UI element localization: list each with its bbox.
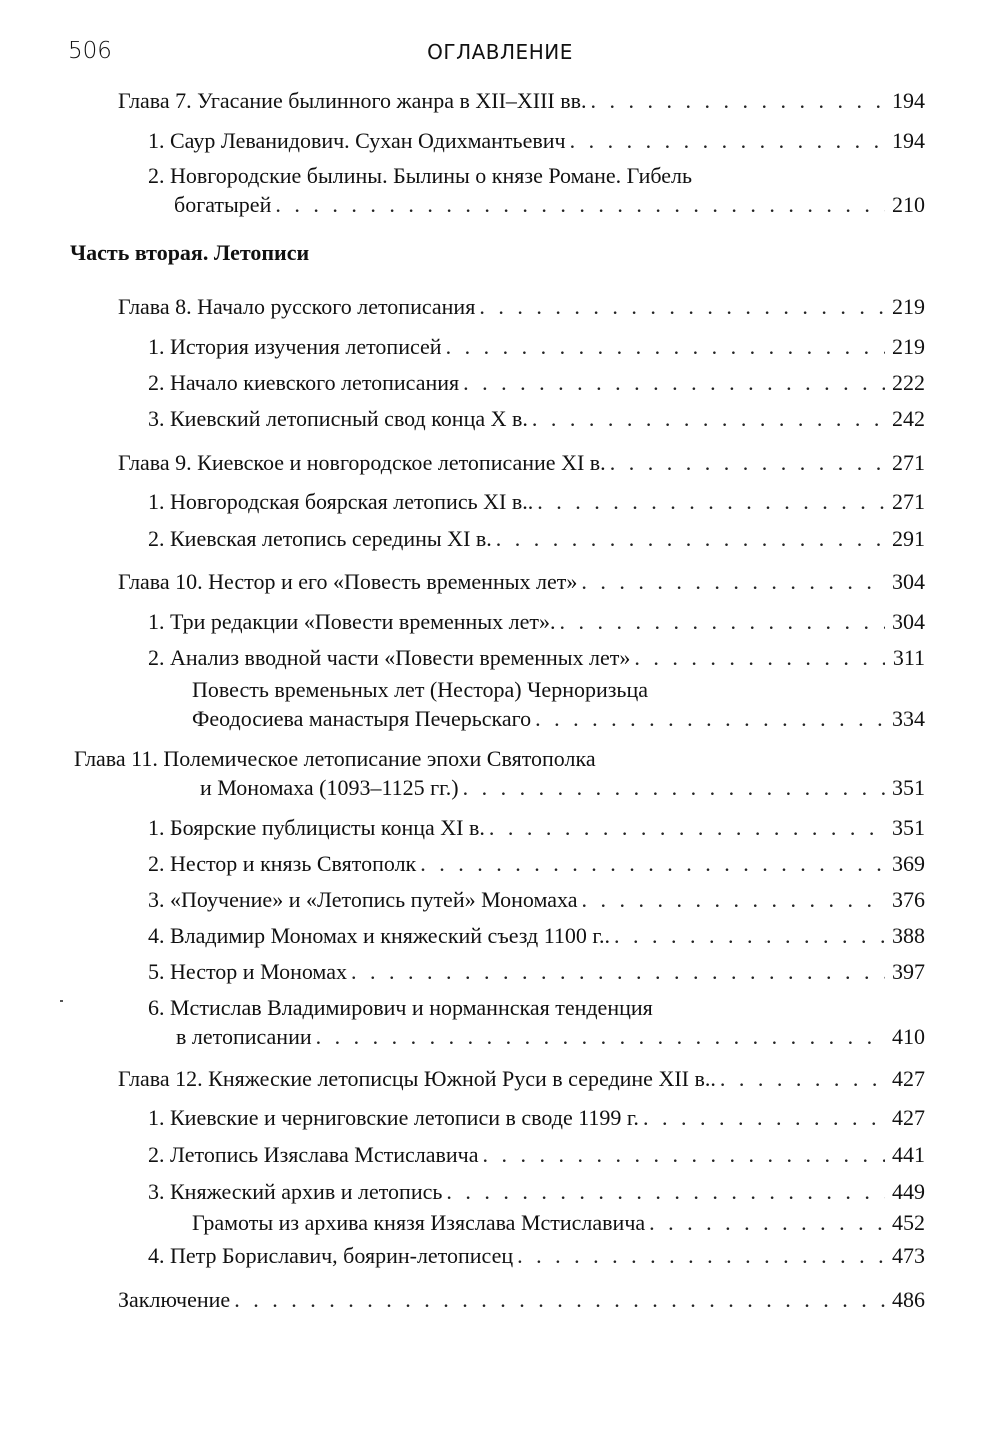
toc-entry-title: 2. Анализ вводной части «Повести временных лет»: [148, 645, 631, 670]
page-number: 506: [68, 38, 112, 64]
toc-entry-ch11-s1: [148, 815, 925, 841]
dot-leader: [351, 959, 885, 985]
print-speck: [60, 1000, 63, 1002]
toc-entry-ch8-s1: [148, 334, 925, 360]
toc-entry-page: 449: [892, 1179, 925, 1204]
toc-entry-title: Феодосиева манастыря Печерьскаго: [192, 706, 532, 731]
toc-entry-page: 222: [892, 370, 925, 395]
dot-leader: [643, 1105, 885, 1131]
toc-entry-title: 1. Три редакции «Повести временных лет».: [148, 609, 556, 634]
toc-entry-title: 1. Боярские публицисты конца XI в.: [148, 815, 485, 840]
running-header: ОГЛАВЛЕНИЕ: [427, 40, 573, 64]
toc-entry-title: 2. Киевская летопись середины XI в.: [148, 526, 492, 551]
dot-leader: [535, 706, 885, 732]
toc-entry-title: 2. Летопись Изяслава Мстиславича: [148, 1142, 479, 1167]
toc-entry-page: 219: [892, 334, 925, 359]
toc-entry-title: 2. Начало киевского летописания: [148, 370, 460, 395]
toc-entry-title: 2. Нестор и князь Святополк: [148, 851, 417, 876]
toc-entry-ch9-s2: [148, 526, 925, 552]
dot-leader: [581, 569, 885, 595]
toc-entry-page: 427: [892, 1105, 925, 1130]
toc-entry-page: 351: [892, 775, 925, 800]
dot-leader: [559, 609, 885, 635]
toc-entry-page: 291: [892, 526, 925, 551]
dot-leader: [581, 887, 885, 913]
dot-leader: [463, 370, 885, 396]
toc-entry-page: 473: [892, 1243, 925, 1268]
toc-entry-ch7-s2-line1: 2. Новгородские былины. Былины о князе Романе. Гибель: [148, 163, 693, 188]
toc-entry-title: 1. Саур Леванидович. Сухан Одихмантьевич: [148, 128, 566, 153]
toc-entry-page: 351: [892, 815, 925, 840]
toc-entry-title: Глава 12. Княжеские летописцы Южной Руси в середине XII в..: [118, 1066, 716, 1091]
toc-entry-title: 5. Нестор и Мономах: [148, 959, 347, 984]
toc-entry-ch12-s2: [148, 1142, 925, 1168]
dot-leader: [532, 406, 885, 432]
toc-entry-ch12-s4: [148, 1243, 925, 1269]
dot-leader: [517, 1243, 885, 1269]
toc-entry-title: Глава 9. Киевское и новгородское летописание XI в.: [118, 450, 606, 475]
toc-entry-page: 210: [892, 192, 925, 217]
toc-entry-title: Грамоты из архива князя Изяслава Мстиславича: [192, 1210, 646, 1235]
toc-entry-conclusion: [118, 1287, 925, 1313]
dot-leader: [634, 645, 885, 671]
toc-entry-title: 3. Киевский летописный свод конца X в.: [148, 406, 528, 431]
part-heading: Часть вторая. Летописи: [70, 240, 310, 265]
toc-entry-page: 452: [892, 1210, 925, 1235]
toc-entry-title: богатырей: [174, 192, 272, 217]
dot-leader: [614, 923, 885, 949]
dot-leader: [489, 815, 885, 841]
toc-entry-title: Заключение: [118, 1287, 231, 1312]
toc-entry-page: 376: [892, 887, 925, 912]
toc-entry-page: 219: [892, 294, 925, 319]
toc-entry-ch10: [118, 569, 925, 595]
toc-entry-title: 3. «Поучение» и «Летопись путей» Мономаха: [148, 887, 578, 912]
toc-entry-title: в летописании: [176, 1024, 312, 1049]
toc-entry-page: 441: [892, 1142, 925, 1167]
toc-entry-title: Глава 7. Угасание былинного жанра в XII–XIII вв.: [118, 88, 587, 113]
toc-entry-title: 1. История изучения летописей: [148, 334, 442, 359]
dot-leader: [316, 1024, 885, 1050]
toc-entry-ch11-s5: [148, 959, 925, 985]
toc-entry-ch12-app: [192, 1210, 925, 1236]
dot-leader: [610, 450, 885, 476]
dot-leader: [446, 1179, 885, 1205]
toc-entry-title: и Мономаха (1093–1125 гг.): [200, 775, 459, 800]
toc-entry-page: 410: [892, 1024, 925, 1049]
toc-entry-title: 1. Киевские и черниговские летописи в своде 1199 г.: [148, 1105, 639, 1130]
toc-entry-ch11-s6: [176, 1024, 925, 1050]
toc-entry-ch12-s3: [148, 1179, 925, 1205]
toc-entry-page: 369: [892, 851, 925, 876]
toc-entry-ch11-line1: Глава 11. Полемическое летописание эпохи Святополка: [74, 746, 596, 771]
toc-entry-page: 397: [892, 959, 925, 984]
dot-leader: [720, 1066, 885, 1092]
toc-entry-ch11-s2: [148, 851, 925, 877]
dot-leader: [463, 775, 885, 801]
toc-entry-page: 486: [892, 1287, 925, 1312]
toc-entry-page: 304: [892, 609, 925, 634]
toc-entry-ch9: [118, 450, 925, 476]
dot-leader: [420, 851, 885, 877]
dot-leader: [275, 192, 885, 218]
toc-entry-page: 271: [892, 489, 925, 514]
toc-entry-page: 271: [892, 450, 925, 475]
toc-entry-page: 311: [892, 645, 925, 670]
toc-entry-ch8-s3: [148, 406, 925, 432]
toc-entry-page: 242: [892, 406, 925, 431]
toc-entry-ch7: [118, 88, 925, 114]
dot-leader: [496, 526, 885, 552]
toc-entry-ch8: [118, 294, 925, 320]
toc-entry-title: Глава 10. Нестор и его «Повесть временных лет»: [118, 569, 578, 594]
dot-leader: [234, 1287, 885, 1313]
toc-entry-ch12-s1: [148, 1105, 925, 1131]
toc-entry-ch10-app-line1: Повесть временьных лет (Нестора) Черноризьца: [192, 677, 649, 702]
toc-entry-ch7-s2: [174, 192, 925, 218]
toc-entry-page: 388: [892, 923, 925, 948]
toc-entry-page: 194: [892, 88, 925, 113]
toc-entry-page: 427: [892, 1066, 925, 1091]
toc-entry-page: 334: [892, 706, 925, 731]
dot-leader: [570, 128, 885, 154]
toc-entry-ch10-s1: [148, 609, 925, 635]
toc-entry-title: Глава 8. Начало русского летописания: [118, 294, 476, 319]
toc-entry-title: 4. Владимир Мономах и княжеский съезд 1100 г..: [148, 923, 610, 948]
dot-leader: [479, 294, 885, 320]
toc-entry-ch8-s2: [148, 370, 925, 396]
toc-entry-page: 194: [892, 128, 925, 153]
toc-entry-ch11-s4: [148, 923, 925, 949]
toc-entry-title: 4. Петр Бориславич, боярин-летописец: [148, 1243, 514, 1268]
toc-entry-page: 304: [892, 569, 925, 594]
toc-entry-ch11-s6-line1: 6. Мстислав Владимирович и норманнская тенденция: [148, 995, 653, 1020]
toc-entry-ch10-s2: [148, 645, 925, 671]
toc-entry-ch9-s1: [148, 489, 925, 515]
dot-leader: [649, 1210, 885, 1236]
toc-entry-title: 1. Новгородская боярская летопись XI в..: [148, 489, 534, 514]
dot-leader: [446, 334, 885, 360]
toc-entry-ch11: [200, 775, 925, 801]
toc-entry-ch11-s3: [148, 887, 925, 913]
toc-entry-ch12: [118, 1066, 925, 1092]
dot-leader: [537, 489, 885, 515]
toc-entry-ch7-s1: [148, 128, 925, 154]
toc-entry-ch10-app: [192, 706, 925, 732]
dot-leader: [591, 88, 885, 114]
toc-entry-title: 3. Княжеский архив и летопись: [148, 1179, 443, 1204]
dot-leader: [482, 1142, 885, 1168]
